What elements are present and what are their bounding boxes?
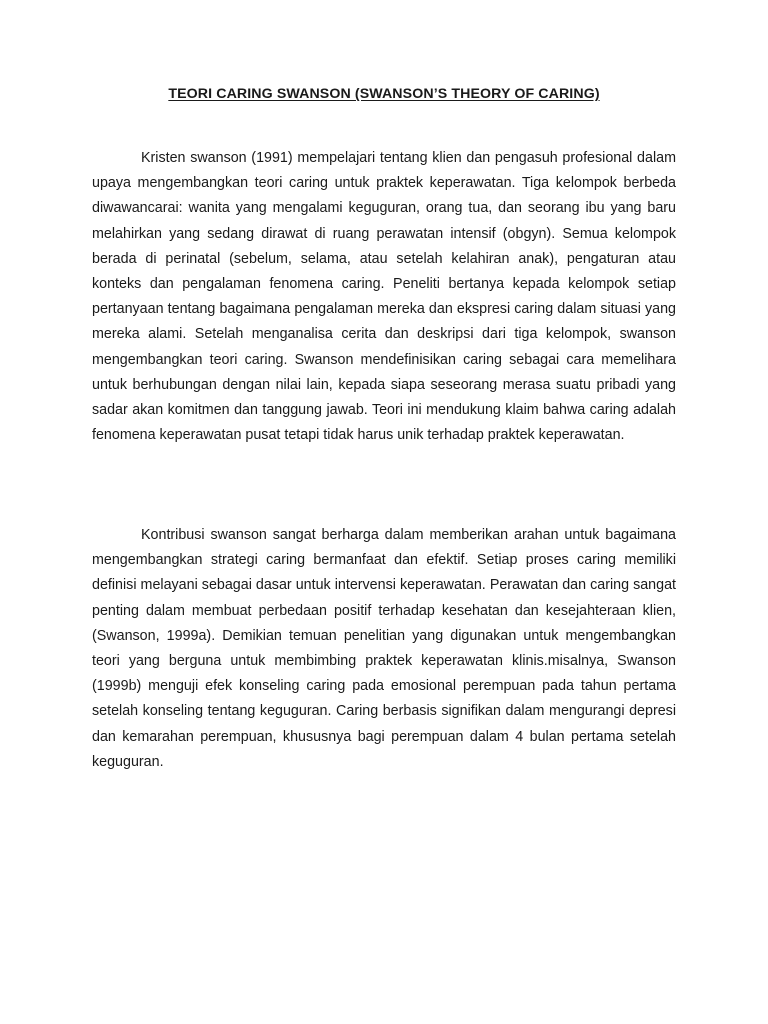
- document-title: TEORI CARING SWANSON (SWANSON’S THEORY OF CARING): [168, 86, 600, 102]
- paragraph-1: Kristen swanson (1991) mempelajari tentang klien dan pengasuh profesional dalam upaya mengembangkan teori caring untuk praktek keperawatan. Tiga kelompok berbeda diwawancarai: wanita yang mengalami keguguran, orang tua, dan seorang ibu yang baru melahirkan yang sedang dirawat di ruang perawatan intensif (obgyn). Semua kelompok berada di perinatal (sebelum, selama, atau setelah kelahiran anak), pengaturan atau konteks dan pengalaman fenomena caring. Peneliti bertanya kepada kelompok setiap pertanyaan tentang bagaimana pengalaman mereka dan ekspresi caring dalam situasi yang mereka alami. Setelah menganalisa cerita dan deskripsi dari tiga kelompok, swanson mengembangkan teori caring. Swanson mendefinisikan caring sebagai cara memelihara untuk berhubungan dengan nilai lain, kepada siapa seseorang merasa suatu pribadi yang sadar akan komitmen dan tanggung jawab. Teori ini mendukung klaim bahwa caring adalah fenomena keperawatan pusat tetapi tidak harus unik terhadap praktek keperawatan.: [92, 150, 676, 444]
- paragraph-2: Kontribusi swanson sangat berharga dalam memberikan arahan untuk bagaimana mengembangkan strategi caring bermanfaat dan efektif. Setiap proses caring memiliki definisi melayani sebagai dasar untuk intervensi keperawatan. Perawatan dan caring sangat penting dalam membuat perbedaan positif terhadap kesehatan dan kesejahteraan klien, (Swanson, 1999a). Demikian temuan penelitian yang digunakan untuk mengembangkan teori yang berguna untuk membimbing praktek keperawatan klinis.misalnya, Swanson (1999b) menguji efek konseling caring pada emosional perempuan pada tahun pertama setelah konseling tentang keguguran. Caring berbasis signifikan dalam mengurangi depresi dan kemarahan perempuan, khususnya bagi perempuan dalam 4 bulan pertama setelah keguguran.: [92, 527, 676, 770]
